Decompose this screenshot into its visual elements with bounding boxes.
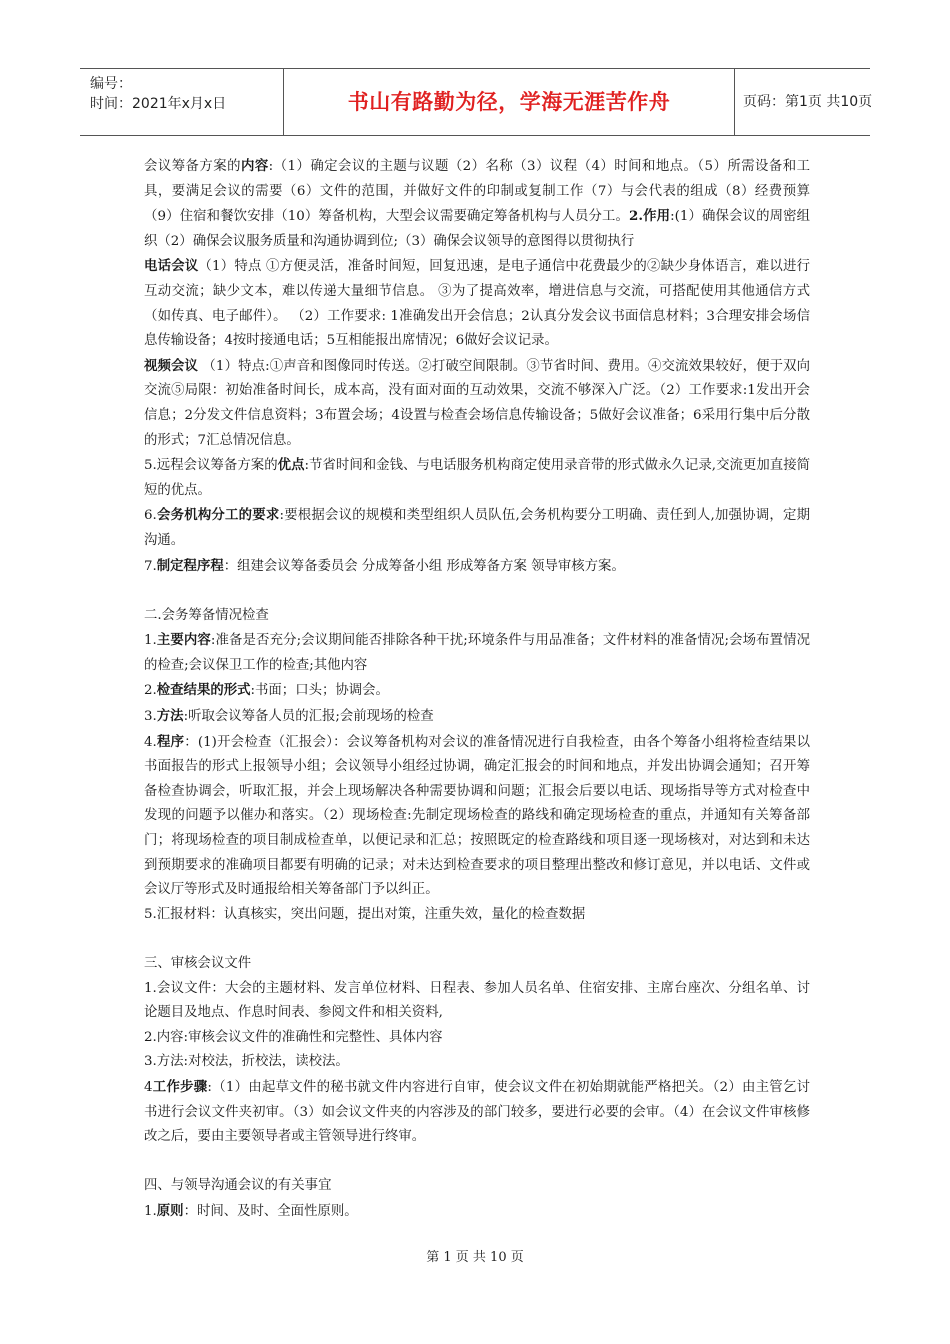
text-run: :（1）确定会议的主题与议题（2）名称（3）议程（4）时间和地点。（5）所需设备和工具，要满足会议的需要（6）文件的范围，并做好文件的印制或复制工作（7）与会代表的组成（8）经费预算（9）住宿和餐饮安排（10）筹备机构，大型会议需要确定筹备机构与人员分工。 [144, 159, 811, 225]
text-run: 3. [144, 709, 157, 725]
text-run: :(1）确保会议的周密组织（2）确保会议服务质量和沟通协调到位;（3）确保会议领导的意图得以贯彻执行 [144, 209, 810, 249]
bold-term: 工作步骤 [152, 1078, 208, 1095]
text-run: ：时间、及时、全面性原则。 [183, 1203, 358, 1219]
text-run: :书面；口头；协调会。 [250, 683, 389, 699]
page-header [80, 68, 873, 136]
paragraph-report-materials: 5.汇报材料：认真核实，突出问题，提出对策，注重失效，量化的检查数据 [144, 906, 586, 922]
paragraph-division-requirements [144, 503, 810, 553]
bold-term: 会务机构分工的要求 [156, 507, 280, 524]
text-run: 7. [144, 558, 157, 574]
paragraph-video-meeting [144, 354, 810, 453]
spacer [144, 927, 810, 952]
header-motto-cell [283, 69, 735, 135]
text-run: :节省时间和金钱、与电话服务机构商定使用录音带的形式做永久记录,交流更加直接简短的优点。 [144, 458, 811, 498]
document-body [144, 154, 810, 1225]
bold-term: 制定程序程 [156, 557, 224, 574]
header-meta-cell [80, 69, 283, 135]
bold-term: 电话会议 [144, 258, 199, 275]
paragraph-check-result-form [144, 678, 810, 704]
bold-term: 检查结果的形式 [156, 682, 251, 699]
text-run: 会议筹备方案的 [144, 159, 241, 174]
text-run: 1. [144, 1203, 157, 1219]
paragraph-principles [144, 1199, 810, 1225]
header-page-cell [735, 69, 873, 135]
text-run: （1）特点 ①方便灵活，准备时间短，回复迅速，是电子通信中花费最少的②缺少身体语言，难以进行互动交流；缺少文本，难以传递大量细节信息。 ③为了提高效率，增进信息与交流，可搭配使用其他通信方式（如传真、电子邮件）。 （2）工作要求: 1准确发出开会信息；2认真分发会议书面信息材料；3合理安排会场信息传输设备；4按时接通电话；5互相能报出席情况；6做好会议记录。 [144, 259, 810, 349]
spacer [144, 1150, 810, 1175]
bold-term: 原则 [156, 1202, 184, 1219]
text-run: 5.远程会议筹备方案的 [144, 458, 278, 474]
text-run: 6. [144, 508, 157, 524]
text-run: 2. [144, 683, 157, 699]
paragraph-review-steps [144, 1075, 810, 1150]
bold-term: 内容 [240, 158, 269, 174]
section-title: 四、与领导沟通会议的有关事宜 [144, 1178, 332, 1194]
bold-term: 程序 [156, 733, 185, 750]
spacer [144, 579, 810, 604]
section-title: 三、审核会议文件 [144, 956, 252, 971]
page-number-label: 页码：第1页 共10页 [743, 94, 873, 110]
text-run: :（1）由起草文件的秘书就文件内容进行自审，使会议文件在初始期就能严格把关。（2）由主管乞讨书进行会议文件夹初审。（3）如会议文件夹的内容涉及的部门较多，要进行必要的会审。（4）在会议文件审核修改之后，要由主要领导者或主管领导进行终审。 [144, 1079, 810, 1145]
bold-term: 视频会议 [144, 357, 199, 374]
text-run: （1）特点:①声音和图像同时传送。②打破空间限制。③节省时间、费用。④交流效果较好，便于双向交流⑤局限：初始准备时间长，成本高，没有面对面的互动效果，交流不够深入广泛。（2）工作要求:1发出开会信息；2分发文件信息资料；3布置会场；4设置与检查会场信息传输设备；5做好会议准备；6采用行集中后分散的形式；7汇总情况信息。 [144, 358, 810, 448]
text-run: 1. [144, 633, 157, 649]
bold-term: 方法 [156, 708, 184, 725]
text-run: :准备是否充分;会议期间能否排除各种干扰;环境条件与用品准备；文件材料的准备情况;会场布置情况的检查;会议保卫工作的检查;其他内容 [144, 633, 811, 673]
text-run: 4. [144, 734, 157, 750]
paragraph-meeting-documents: 1.会议文件：大会的主题材料、发言单位材料、日程表、参加人员名单、住宿安排、主席台座次、分组名单、讨论题目及地点、作息时间表、参阅文件和相关资料, [144, 980, 810, 1021]
text-run: :听取会议筹备人员的汇报;会前现场的检查 [183, 709, 434, 725]
paragraph-check-method [144, 704, 810, 730]
paragraph-procedure [144, 554, 810, 580]
paragraph-remote-advantages [144, 453, 810, 503]
text-run: 4 [144, 1079, 153, 1095]
bold-term: 主要内容 [156, 632, 211, 649]
number-label: 编号： [90, 76, 132, 92]
motto: 书山有路勤为径，学海无涯苦作舟 [347, 90, 671, 114]
section-title: 二.会务筹备情况检查 [144, 607, 269, 623]
paragraph-phone-meeting [144, 254, 810, 353]
bold-term: 2.作用 [629, 208, 671, 225]
paragraph-review-method: 3.方法:对校法，折校法，读校法。 [144, 1054, 349, 1070]
page-footer: 第 1 页 共 10 页 [426, 1250, 524, 1265]
paragraph-check-content [144, 628, 810, 678]
paragraph-review-content: 2.内容:审核会议文件的准确性和完整性、具体内容 [144, 1029, 443, 1045]
paragraph-check-procedure [144, 730, 810, 903]
date-label: 时间：2021年x月x日 [90, 96, 227, 112]
text-run: ：组建会议筹备委员会 分成筹备小组 形成筹备方案 领导审核方案。 [223, 558, 625, 574]
paragraph-meeting-plan [144, 154, 810, 254]
text-run: ：(1)开会检查（汇报会）：会议筹备机构对会议的准备情况进行自我检查，由各个筹备小组将检查结果以书面报告的形式上报领导小组；会议领导小组经过协调，确定汇报会的时间和地点，并发出协调会通知；召开筹备检查协调会，听取汇报，并会上现场解决各种需要协调和问题；汇报会后要以电话、现场指导等方式对检查中发现的问题予以催办和落实。（2）现场检查:先制定现场检查的路线和确定现场检查的重点，并通知有关筹备部门；将现场检查的项目制成检查单，以便记录和汇总；按照既定的检查路线和项目逐一现场核对，对达到和未达到预期要求的准确项目都要有明确的记录；对未达到检查要求的项目整理出整改和修订意见，并以电话、文件或会议厅等形式及时通报给相关筹备部门予以纠正。 [144, 734, 811, 898]
bold-term: 优点 [277, 457, 305, 474]
text-run: :要根据会议的规模和类型组织人员队伍,会务机构要分工明确、责任到人,加强协调，定期沟通。 [144, 508, 810, 548]
